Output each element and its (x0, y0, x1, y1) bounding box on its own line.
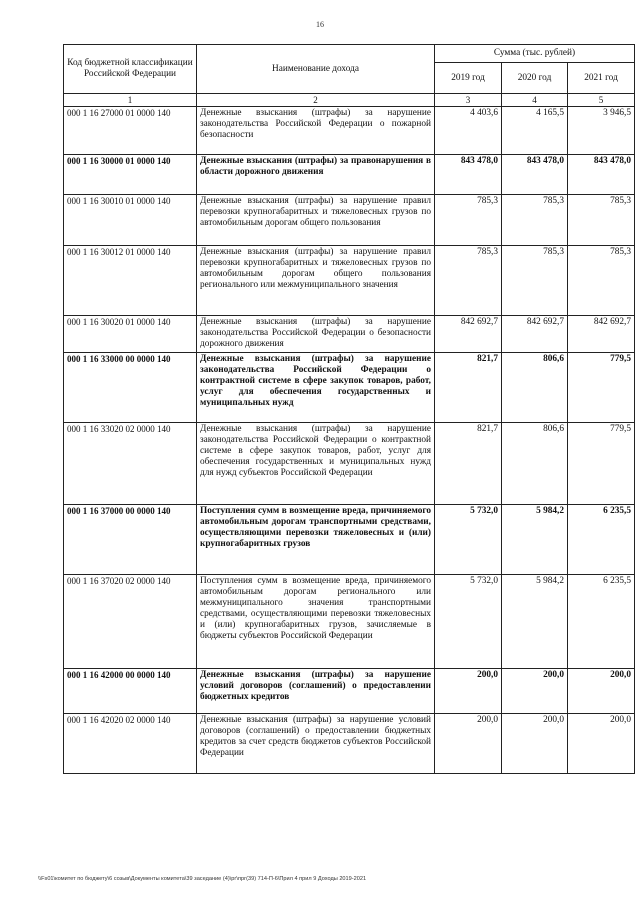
revenue-name-cell: Денежные взыскания (штрафы) за нарушение условий договоров (соглашений) о предоставлении бюджетных кредитов (197, 669, 435, 714)
budget-code-cell: 000 1 16 30012 01 0000 140 (64, 246, 197, 316)
amount-2020-cell: 5 984,2 (502, 575, 568, 669)
file-path-footer: \\Fs01\комитет по бюджету\6 созыв\Документы комитета\39 заседание (4)\рг\прг(39) 714-П-6\Прил 4 прил 9 Доходы 2019-2021 (38, 876, 367, 882)
column-number: 3 (435, 94, 502, 107)
column-number: 5 (568, 94, 635, 107)
column-number: 2 (197, 94, 435, 107)
amount-2021-cell: 779,5 (568, 423, 635, 505)
amount-2019-cell: 843 478,0 (435, 155, 502, 195)
table-row (64, 669, 635, 714)
amount-2021-cell: 785,3 (568, 195, 635, 246)
amount-2020-cell: 843 478,0 (502, 155, 568, 195)
amount-2020-cell: 200,0 (502, 669, 568, 714)
amount-2020-cell: 806,6 (502, 423, 568, 505)
table-row (64, 316, 635, 353)
header-year-2021: 2021 год (568, 63, 635, 94)
amount-2019-cell: 842 692,7 (435, 316, 502, 353)
table-row (64, 714, 635, 774)
amount-2021-cell: 3 946,5 (568, 107, 635, 155)
revenue-table (63, 44, 635, 774)
amount-2021-cell: 200,0 (568, 714, 635, 774)
amount-2019-cell: 821,7 (435, 423, 502, 505)
budget-code-cell: 000 1 16 37020 02 0000 140 (64, 575, 197, 669)
table-row (64, 195, 635, 246)
amount-2020-cell: 806,6 (502, 353, 568, 423)
amount-2019-cell: 785,3 (435, 195, 502, 246)
column-number: 1 (64, 94, 197, 107)
amount-2021-cell: 785,3 (568, 246, 635, 316)
amount-2019-cell: 5 732,0 (435, 575, 502, 669)
amount-2020-cell: 200,0 (502, 714, 568, 774)
budget-code-cell: 000 1 16 37000 00 0000 140 (64, 505, 197, 575)
budget-code-cell: 000 1 16 27000 01 0000 140 (64, 107, 197, 155)
amount-2021-cell: 843 478,0 (568, 155, 635, 195)
budget-code-cell: 000 1 16 42000 00 0000 140 (64, 669, 197, 714)
header-year-2020: 2020 год (502, 63, 568, 94)
header-year-2019: 2019 год (435, 63, 502, 94)
header-name-column: Наименование дохода (197, 45, 435, 94)
amount-2021-cell: 842 692,7 (568, 316, 635, 353)
table-row (64, 246, 635, 316)
budget-code-cell: 000 1 16 30010 01 0000 140 (64, 195, 197, 246)
revenue-name-cell: Денежные взыскания (штрафы) за нарушение условий договоров (соглашений) о предоставлении бюджетных кредитов за счет средств бюджетов субъектов Российской Федерации (197, 714, 435, 774)
amount-2019-cell: 200,0 (435, 669, 502, 714)
amount-2019-cell: 4 403,6 (435, 107, 502, 155)
budget-code-cell: 000 1 16 33020 02 0000 140 (64, 423, 197, 505)
budget-code-cell: 000 1 16 30020 01 0000 140 (64, 316, 197, 353)
amount-2019-cell: 785,3 (435, 246, 502, 316)
amount-2020-cell: 842 692,7 (502, 316, 568, 353)
amount-2021-cell: 779,5 (568, 353, 635, 423)
revenue-name-cell: Поступления сумм в возмещение вреда, причиняемого автомобильным дорогам регионального или межмуниципального значения транспортными средствами, осуществляющими перевозки тяжеловесных и (или) крупногабаритных грузов, зачисляемые в бюджеты субъектов Российской Федерации (197, 575, 435, 669)
table-row (64, 107, 635, 155)
table-row (64, 155, 635, 195)
amount-2020-cell: 4 165,5 (502, 107, 568, 155)
revenue-name-cell: Денежные взыскания (штрафы) за нарушение законодательства Российской Федерации о контрактной системе в сфере закупок товаров, работ, услуг для обеспечения государственных и муниципальных нужд для нужд субъектов Российской Федерации (197, 423, 435, 505)
table-row (64, 423, 635, 505)
revenue-name-cell: Денежные взыскания (штрафы) за правонарушения в области дорожного движения (197, 155, 435, 195)
revenue-name-cell: Поступления сумм в возмещение вреда, причиняемого автомобильным дорогам транспортными средствами, осуществляющими перевозки тяжеловесных и (или) крупногабаритных грузов (197, 505, 435, 575)
amount-2021-cell: 6 235,5 (568, 505, 635, 575)
table-row (64, 505, 635, 575)
amount-2019-cell: 821,7 (435, 353, 502, 423)
header-code-column: Код бюджетной классификации Российской Федерации (64, 45, 197, 94)
table-row (64, 353, 635, 423)
revenue-name-cell: Денежные взыскания (штрафы) за нарушение правил перевозки крупногабаритных и тяжеловесных грузов по автомобильным дорогам общего пользования (197, 195, 435, 246)
amount-2021-cell: 6 235,5 (568, 575, 635, 669)
header-sum-column: Сумма (тыс. рублей) (435, 45, 635, 63)
amount-2020-cell: 785,3 (502, 195, 568, 246)
amount-2021-cell: 200,0 (568, 669, 635, 714)
revenue-name-cell: Денежные взыскания (штрафы) за нарушение правил перевозки крупногабаритных и тяжеловесных грузов по автомобильным дорогам общего пользования регионального или межмуниципального значения (197, 246, 435, 316)
amount-2019-cell: 200,0 (435, 714, 502, 774)
table-row (64, 575, 635, 669)
budget-code-cell: 000 1 16 33000 00 0000 140 (64, 353, 197, 423)
revenue-name-cell: Денежные взыскания (штрафы) за нарушение законодательства Российской Федерации о пожарной безопасности (197, 107, 435, 155)
budget-code-cell: 000 1 16 30000 01 0000 140 (64, 155, 197, 195)
budget-code-cell: 000 1 16 42020 02 0000 140 (64, 714, 197, 774)
amount-2020-cell: 5 984,2 (502, 505, 568, 575)
revenue-name-cell: Денежные взыскания (штрафы) за нарушение законодательства Российской Федерации о безопасности дорожного движения (197, 316, 435, 353)
amount-2020-cell: 785,3 (502, 246, 568, 316)
amount-2019-cell: 5 732,0 (435, 505, 502, 575)
page-number: 16 (316, 20, 324, 29)
revenue-name-cell: Денежные взыскания (штрафы) за нарушение законодательства Российской Федерации о контрактной системе в сфере закупок товаров, работ, услуг для обеспечения государственных и муниципальных нужд (197, 353, 435, 423)
column-number: 4 (502, 94, 568, 107)
